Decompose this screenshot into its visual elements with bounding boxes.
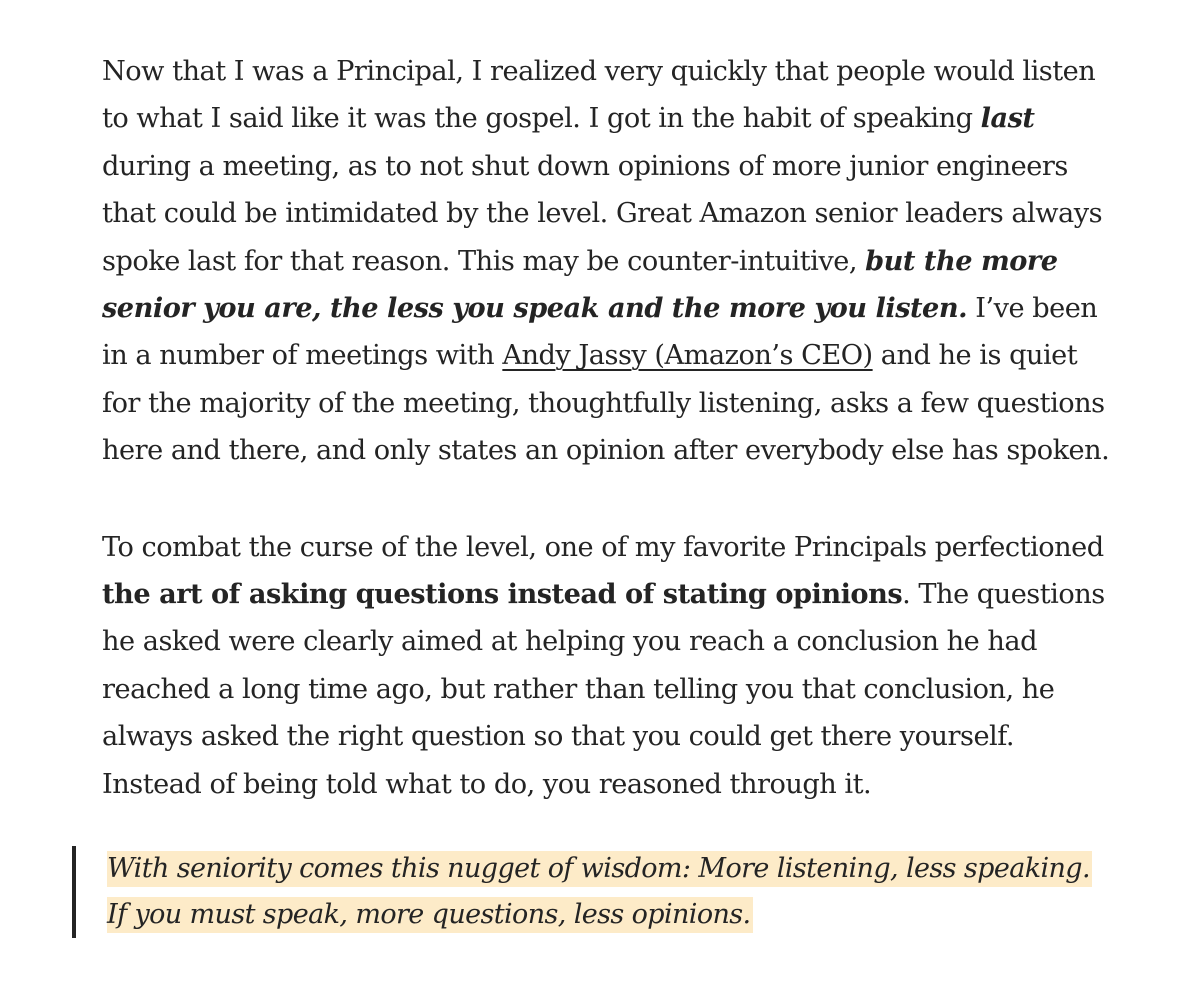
- paragraph-principal-listening: [102, 48, 1112, 475]
- quote-highlight-text: With seniority comes this nugget of wisdom: More listening, less speaking. If you must speak, more questions, less opinions.: [107, 851, 1092, 933]
- highlighted-blockquote: [72, 846, 1112, 938]
- emphasis-senior-listen: but the more senior you are, the less you speak and the more you listen.: [102, 244, 1058, 325]
- paragraph-text: during a meeting, as to not shut down opinions of more junior engineers that could be intimidated by the level. Great Amazon senior leaders always spoke last for that reason. This may be counter-intuitive,: [102, 150, 1103, 277]
- bold-asking-questions: the art of asking questions instead of stating opinions: [102, 578, 903, 611]
- article-body: [102, 48, 1112, 808]
- paragraph-text: I’ve been in a number of meetings with: [102, 293, 1098, 372]
- andy-jassy-link[interactable]: Andy Jassy (Amazon’s CEO): [502, 340, 873, 372]
- paragraph-text: . The questions he asked were clearly aimed at helping you reach a conclusion he had reached a long time ago, but rather than telling you that conclusion, he always asked the right question so that you could get there yourself. Instead of being told what to do, you reasoned through it.: [102, 579, 1105, 800]
- paragraph-text: To combat the curse of the level, one of my favorite Principals perfectioned: [102, 531, 1104, 563]
- paragraph-text: and he is quiet for the majority of the meeting, thoughtfully listening, asks a few questions here and there, and only states an opinion after everybody else has spoken.: [102, 340, 1110, 467]
- paragraph-asking-questions: [102, 524, 1112, 808]
- emphasis-last: last: [980, 102, 1035, 135]
- paragraph-text: Now that I was a Principal, I realized very quickly that people would listen to what I said like it was the gospel. I got in the habit of speaking: [102, 56, 1096, 135]
